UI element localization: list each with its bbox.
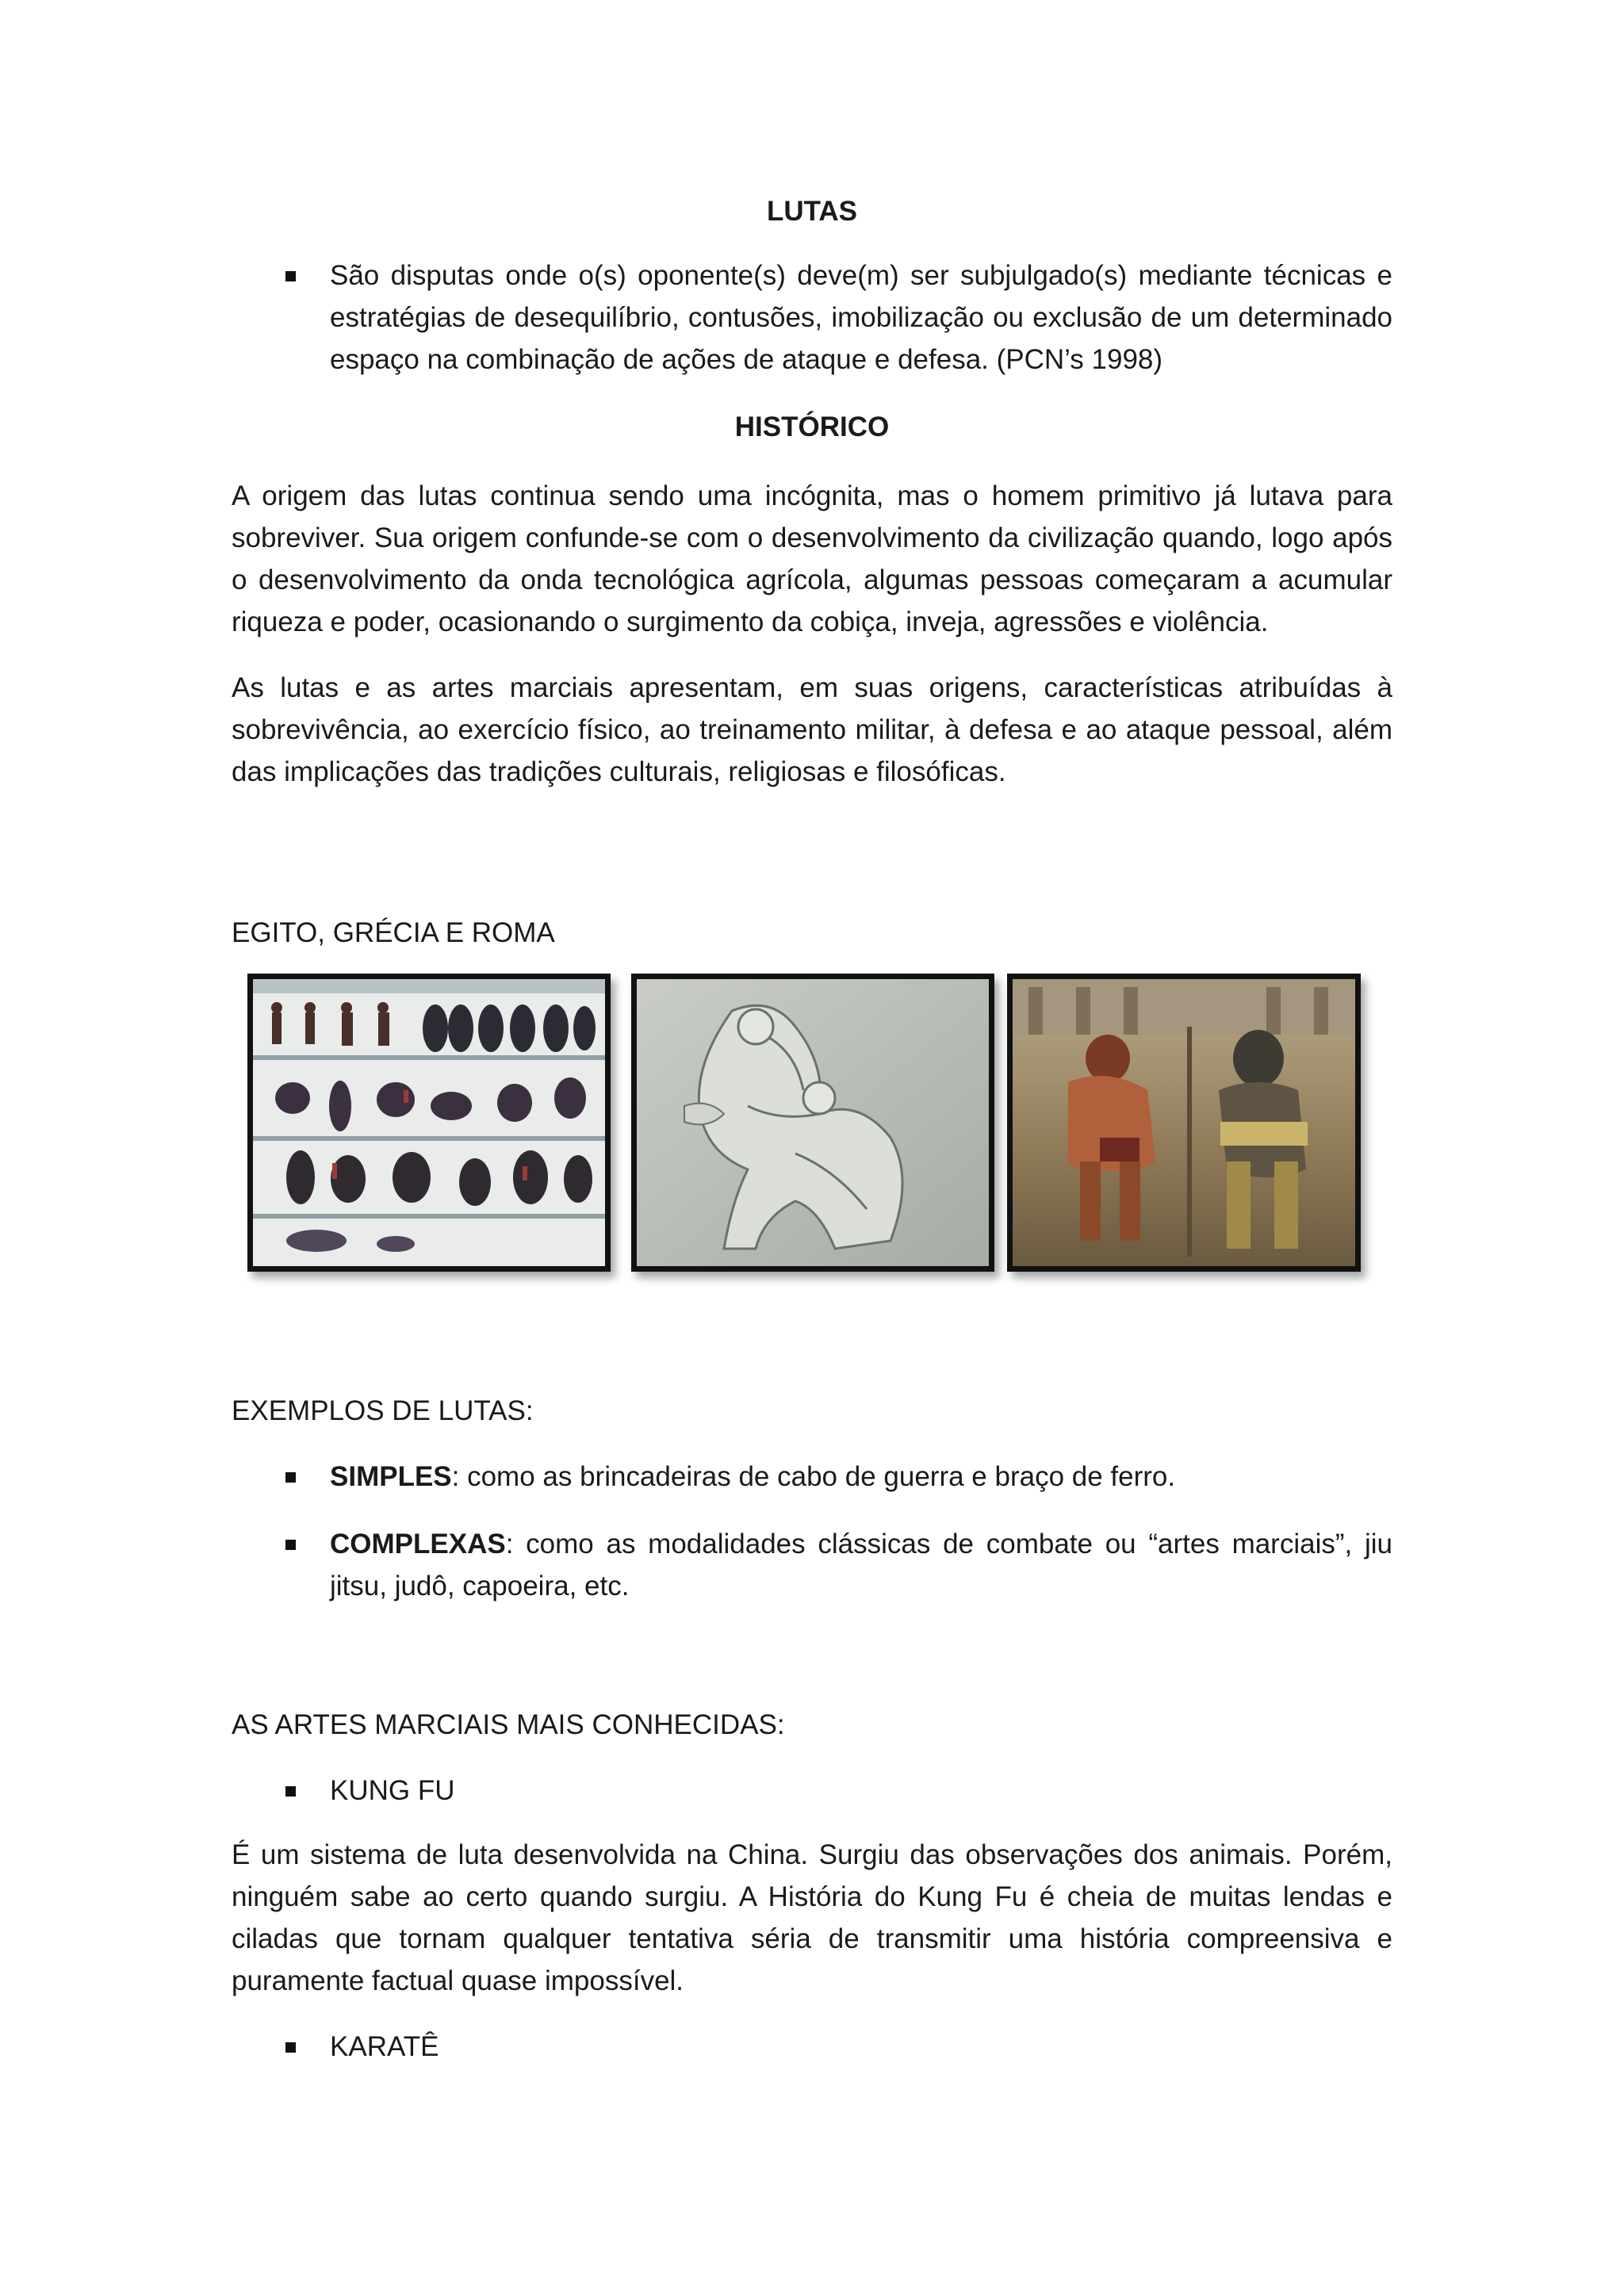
- karate-item: [232, 2026, 1392, 2068]
- historico-title: HISTÓRICO: [734, 411, 890, 442]
- egito-heading: EGITO, GRÉCIA E ROMA: [232, 917, 555, 948]
- spacer: [232, 817, 1392, 912]
- roman-gladiators-image: [1007, 974, 1361, 1272]
- spacer: [232, 1632, 1392, 1704]
- kungfu-label: KUNG FU: [330, 1775, 455, 1806]
- historical-figures-row: [247, 974, 1373, 1281]
- artes-heading: AS ARTES MARCIAIS MAIS CONHECIDAS:: [232, 1709, 785, 1740]
- exemplos-heading: EXEMPLOS DE LUTAS:: [232, 1395, 534, 1426]
- karate-list: [232, 2026, 1392, 2068]
- kungfu-paragraph: É um sistema de luta desenvolvida na China. Surgiu das observações dos animais. Porém, ninguém sabe ao certo quando surgiu. A História do Kung Fu é cheia de muitas lendas e ciladas que tornam qualquer tentativa séria de transmitir uma história compreensiva e puramente factual quase impossível.: [232, 1839, 1392, 1996]
- historico-paragraph-2: As lutas e as artes marciais apresentam, em suas origens, características atribuídas à sobrevivência, ao exercício físico, ao treinamento militar, à defesa e ao ataque pessoal, além das implicações das tradições culturais, religiosas e filosóficas.: [232, 672, 1392, 787]
- kungfu-item: [232, 1770, 1392, 1812]
- greek-wrestlers-relief-image: [631, 974, 994, 1272]
- square-bullet-icon: [285, 271, 296, 281]
- exemplo-term: COMPLEXAS: [330, 1529, 506, 1559]
- square-bullet-icon: [285, 2042, 296, 2053]
- exemplo-text: : como as brincadeiras de cabo de guerra e braço de ferro.: [451, 1461, 1176, 1492]
- definition-list: [232, 254, 1392, 381]
- definition-text: São disputas onde o(s) oponente(s) deve(m) ser subjulgado(s) mediante técnicas e estratégias de desequilíbrio, contusões, imobilização ou exclusão de um determinado espaço na combinação de ações de ataque e defesa. (PCN’s 1998): [330, 260, 1392, 375]
- square-bullet-icon: [285, 1472, 296, 1483]
- square-bullet-icon: [285, 1786, 296, 1797]
- exemplo-term: SIMPLES: [330, 1461, 452, 1492]
- historico-paragraph-1: A origem das lutas continua sendo uma incógnita, mas o homem primitivo já lutava para sobreviver. Sua origem confunde-se com o desenvolvimento da civilização quando, logo após o desenvolvimento da onda tecnológica agrícola, algumas pessoas começaram a acumular riqueza e poder, ocasionando o surgimento da cobiça, inveja, agressões e violência.: [232, 480, 1392, 637]
- exemplo-item-complexas: [232, 1523, 1392, 1607]
- page-title: LUTAS: [766, 196, 858, 227]
- kungfu-list: [232, 1770, 1392, 1812]
- definition-item: [232, 254, 1392, 381]
- exemplo-text: : como as modalidades clássicas de combate ou “artes marciais”, jiu jitsu, judô, capoeira, etc.: [330, 1529, 1392, 1601]
- square-bullet-icon: [285, 1540, 296, 1550]
- karate-label: KARATÊ: [330, 2031, 439, 2062]
- exemplo-item-simples: [232, 1456, 1392, 1498]
- exemplos-list: [232, 1456, 1392, 1607]
- egyptian-wrestling-mural-image: [247, 974, 611, 1272]
